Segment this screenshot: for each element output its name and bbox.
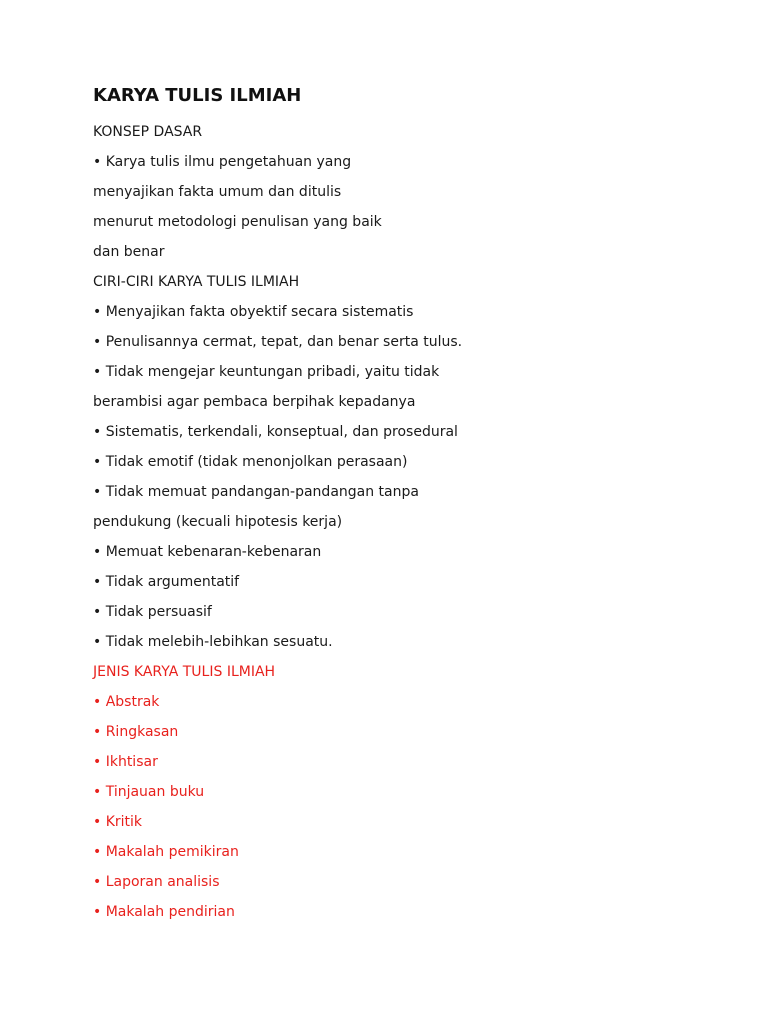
document-line: • Tidak mengejar keuntungan pribadi, yaitu tidak (93, 364, 440, 380)
document-line: menyajikan fakta umum dan ditulis (93, 184, 342, 200)
document-line-red: • Ringkasan (93, 724, 179, 740)
document-line-red: • Ikhtisar (93, 754, 158, 770)
document-line: dan benar (93, 244, 165, 260)
document-line: • Tidak argumentatif (93, 574, 240, 590)
document-line: menurut metodologi penulisan yang baik (93, 214, 382, 230)
document-line: CIRI-CIRI KARYA TULIS ILMIAH (93, 274, 300, 290)
document-line-red: • Abstrak (93, 694, 160, 710)
document-line-red: • Tinjauan buku (93, 784, 205, 800)
document-body (93, 84, 733, 927)
document-line-red: • Makalah pendirian (93, 904, 235, 920)
document-line: • Tidak melebih-lebihkan sesuatu. (93, 634, 333, 650)
document-line: • Tidak persuasif (93, 604, 212, 620)
document-line-red: JENIS KARYA TULIS ILMIAH (93, 664, 276, 680)
document-title: KARYA TULIS ILMIAH (93, 85, 302, 106)
document-line: pendukung (kecuali hipotesis kerja) (93, 514, 343, 530)
document-line: • Menyajikan fakta obyektif secara sistematis (93, 304, 414, 320)
document-line-red: • Makalah pemikiran (93, 844, 239, 860)
document-line-red: • Kritik (93, 814, 143, 830)
document-line: • Memuat kebenaran-kebenaran (93, 544, 322, 560)
document-line: • Karya tulis ilmu pengetahuan yang (93, 154, 352, 170)
document-line: • Penulisannya cermat, tepat, dan benar serta tulus. (93, 334, 463, 350)
document-line: • Sistematis, terkendali, konseptual, dan prosedural (93, 424, 458, 440)
document-line: • Tidak memuat pandangan-pandangan tanpa (93, 484, 419, 500)
document-line: KONSEP DASAR (93, 124, 203, 140)
document-line: berambisi agar pembaca berpihak kepadanya (93, 394, 416, 410)
document-lines (93, 117, 733, 927)
document-line: • Tidak emotif (tidak menonjolkan perasaan) (93, 454, 408, 470)
document-line-red: • Laporan analisis (93, 874, 220, 890)
